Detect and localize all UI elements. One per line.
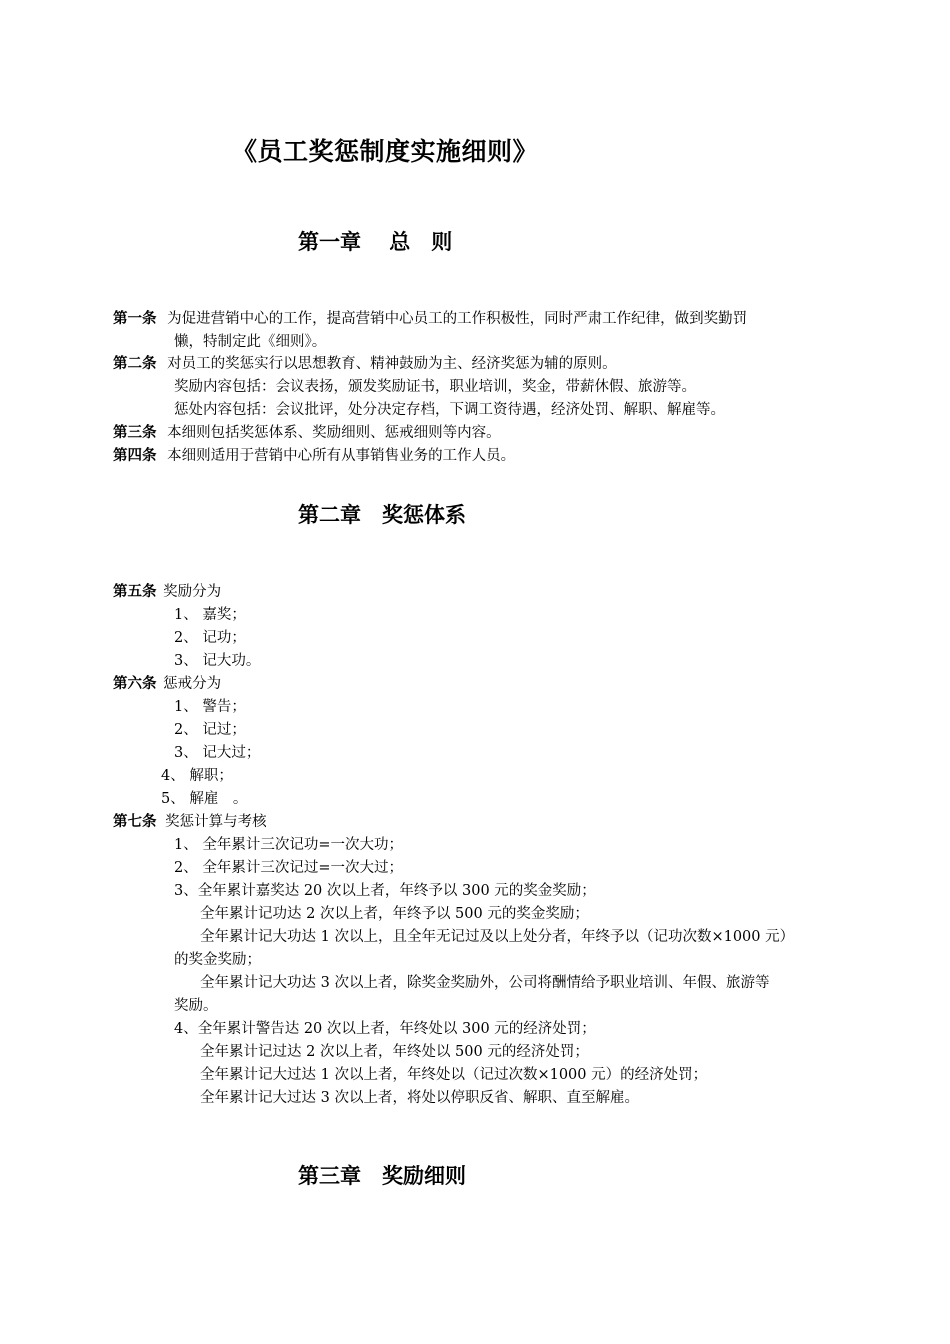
list-item: 3、 记大过； [174,745,261,761]
article-label: 第三条 [113,424,157,441]
article-text: 惩戒分为 [163,676,222,692]
article-label: 第一条 [113,310,157,327]
chapter-1-heading: 第一章 总 则 [298,229,453,254]
article-label: 第六条 [113,675,157,692]
list-item: 2、 记功； [174,630,246,646]
chapter-3-heading: 第三章 奖励细则 [298,1163,466,1188]
list-item: 1、 嘉奖； [174,607,246,623]
article-label: 第二条 [113,355,157,372]
article-4 [113,445,515,467]
article-label: 第七条 [113,813,157,830]
list-item: 4、全年累计警告达 20 次以上者，年终处以 300 元的经济处罚； [174,1021,596,1037]
article-6 [113,673,221,695]
list-item: 全年累计记过达 2 次以上者，年终处以 500 元的经济处罚； [200,1044,589,1060]
list-item: 3、 记大功。 [174,653,261,669]
list-item: 全年累计记功达 2 次以上者，年终予以 500 元的奖金奖励； [200,906,589,922]
article-7 [113,811,267,833]
article-text: 本细则适用于营销中心所有从事销售业务的工作人员。 [167,448,516,464]
article-text: 奖惩计算与考核 [165,814,267,830]
list-item-continuation: 的奖金奖励； [174,952,261,968]
document-title: 《员工奖惩制度实施细则》 [232,137,539,166]
list-item: 4、 解职； [161,768,233,784]
article-2 [113,353,617,375]
list-item: 全年累计记大过达 1 次以上者，年终处以（记过次数×1000 元）的经济处罚； [200,1067,708,1083]
article-text: 对员工的奖惩实行以思想教育、精神鼓励为主、经济奖惩为辅的原则。 [167,356,617,372]
list-item: 全年累计记大功达 1 次以上，且全年无记过及以上处分者，年终予以（记功次数×1000 元） [200,929,795,945]
article-text: 奖励分为 [163,584,222,600]
article-1-continuation: 懒，特制定此《细则》。 [174,334,327,350]
article-2-penalties: 惩处内容包括：会议批评，处分决定存档，下调工资待遇，经济处罚、解职、解雇等。 [174,402,725,418]
list-item: 全年累计记大功达 3 次以上者，除奖金奖励外，公司将酬情给予职业培训、年假、旅游等 [200,975,770,991]
article-text: 本细则包括奖惩体系、奖励细则、惩戒细则等内容。 [167,425,501,441]
article-2-rewards: 奖励内容包括：会议表扬，颁发奖励证书，职业培训，奖金，带薪休假、旅游等。 [174,379,696,395]
list-item: 1、 警告； [174,699,246,715]
chapter-2-heading: 第二章 奖惩体系 [298,502,466,527]
list-item: 2、 全年累计三次记过=一次大过； [174,860,403,876]
list-item: 1、 全年累计三次记功=一次大功； [174,837,403,853]
article-3 [113,422,501,444]
article-text: 为促进营销中心的工作，提高营销中心员工的工作积极性，同时严肃工作纪律，做到奖勤罚 [167,311,748,327]
list-item: 3、全年累计嘉奖达 20 次以上者，年终予以 300 元的奖金奖励； [174,883,596,899]
article-label: 第五条 [113,583,157,600]
article-1 [113,308,747,330]
list-item-continuation: 奖励。 [174,998,218,1014]
list-item: 5、 解雇 。 [161,791,248,807]
article-5 [113,581,221,603]
article-label: 第四条 [113,447,157,464]
list-item: 2、 记过； [174,722,246,738]
list-item: 全年累计记大过达 3 次以上者，将处以停职反省、解职、直至解雇。 [200,1090,639,1106]
